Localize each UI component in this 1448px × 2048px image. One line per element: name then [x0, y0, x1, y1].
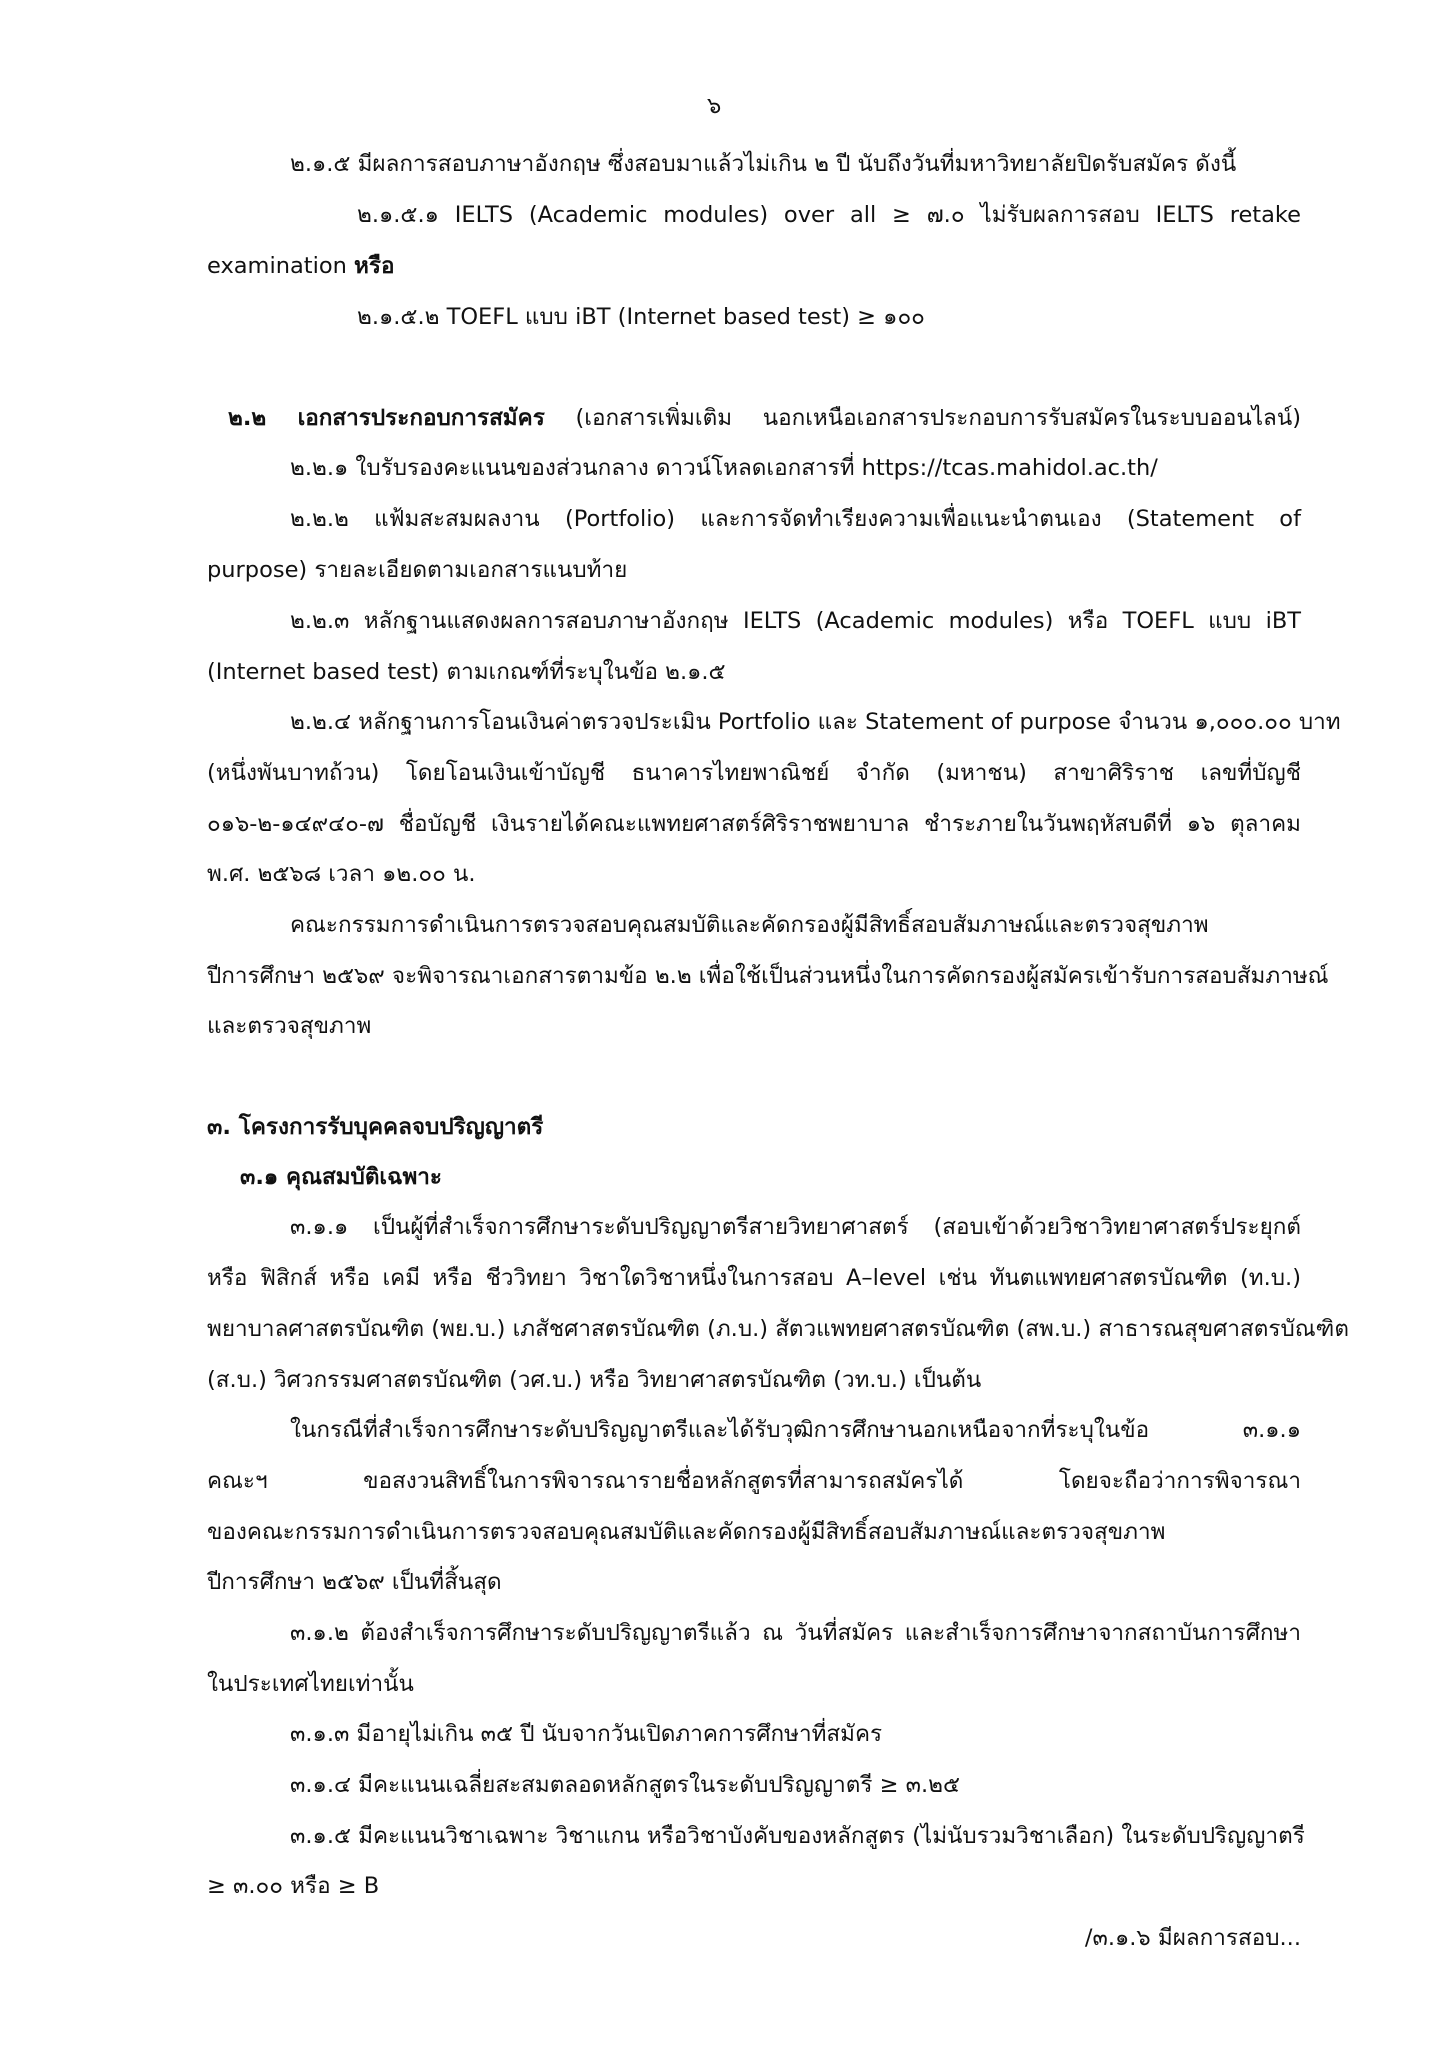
- item-2-1-5-1-cont: [207, 250, 394, 282]
- item-3-1-1-cont-2: พยาบาลศาสตรบัณฑิต (พย.บ.) เภสัชศาสตรบัณฑิต (ภ.บ.) สัตวแพทยศาสตรบัณฑิต (สพ.บ.) สาธารณสุขศาสตรบัณฑิต: [207, 1316, 1349, 1342]
- paragraph-other-degree-4: ปีการศึกษา ๒๕๖๙ เป็นที่สิ้นสุด: [207, 1569, 502, 1595]
- item-2-2-1: ๒.๒.๑ ใบรับรองคะแนนของส่วนกลาง ดาวน์โหลดเอกสารที่ https://tcas.mahidol.ac.th/: [290, 455, 1158, 481]
- item-2-2-4-cont-2: ๐๑๖-๒-๑๔๙๔๐-๗ ชื่อบัญชี เงินรายได้คณะแพทยศาสตร์ศิริราชพยาบาล ชำระภายในวันพฤหัสบดีที่ ๑๖ ตุลาคม: [207, 811, 1301, 837]
- item-3-1-1-cont-1: หรือ ฟิสิกส์ หรือ เคมี หรือ ชีววิทยา วิชาใดวิชาหนึ่งในการสอบ A–level เช่น ทันตแพทยศาสตรบัณฑิต (ท.บ.): [207, 1265, 1301, 1291]
- item-2-2-3: ๒.๒.๓ หลักฐานแสดงผลการสอบภาษาอังกฤษ IELTS (Academic modules) หรือ TOEFL แบบ iBT: [290, 608, 1301, 634]
- paragraph-other-degree-1: ในกรณีที่สำเร็จการศึกษาระดับปริญญาตรีและได้รับวุฒิการศึกษานอกเหนือจากที่ระบุในข้อ ๓.๑.๑: [290, 1417, 1301, 1443]
- item-3-1-3: ๓.๑.๓ มีอายุไม่เกิน ๓๕ ปี นับจากวันเปิดภาคการศึกษาที่สมัคร: [290, 1721, 883, 1747]
- section-2-2-heading: [228, 402, 1301, 434]
- text-or-bold: หรือ: [354, 253, 395, 279]
- item-2-2-4-cont-3: พ.ศ. ๒๕๖๘ เวลา ๑๒.๐๐ น.: [207, 861, 476, 887]
- section-3-1-heading: ๓.๑ คุณสมบัติเฉพาะ: [240, 1164, 442, 1190]
- paragraph-committee-3: และตรวจสุขภาพ: [207, 1013, 372, 1039]
- item-3-1-4: ๓.๑.๔ มีคะแนนเฉลี่ยสะสมตลอดหลักสูตรในระดับปริญญาตรี ≥ ๓.๒๕: [290, 1772, 960, 1798]
- section-3-heading: ๓. โครงการรับบุคคลจบปริญญาตรี: [207, 1114, 544, 1140]
- section-2-2-note: (เอกสารเพิ่มเติม นอกเหนือเอกสารประกอบการรับสมัครในระบบออนไลน์): [575, 405, 1301, 431]
- item-2-2-4: ๒.๒.๔ หลักฐานการโอนเงินค่าตรวจประเมิน Portfolio และ Statement of purpose จำนวน ๑,๐๐๐.๐๐ บาท: [290, 709, 1341, 735]
- item-2-2-3-cont: (Internet based test) ตามเกณฑ์ที่ระบุในข้อ ๒.๑.๕: [207, 659, 726, 685]
- item-3-1-5-cont: ≥ ๓.๐๐ หรือ ≥ B: [207, 1873, 380, 1899]
- paragraph-committee-1: คณะกรรมการดำเนินการตรวจสอบคุณสมบัติและคัดกรองผู้มีสิทธิ์สอบสัมภาษณ์และตรวจสุขภาพ: [290, 912, 1209, 938]
- item-3-1-5: ๓.๑.๕ มีคะแนนวิชาเฉพาะ วิชาแกน หรือวิชาบังคับของหลักสูตร (ไม่นับรวมวิชาเลือก) ในระดับปริญญาตรี: [290, 1823, 1305, 1849]
- item-2-2-2: ๒.๒.๒ แฟ้มสะสมผลงาน (Portfolio) และการจัดทำเรียงความเพื่อแนะนำตนเอง (Statement of: [290, 506, 1301, 532]
- paragraph-other-degree-2: คณะฯ ขอสงวนสิทธิ์ในการพิจารณารายชื่อหลักสูตรที่สามารถสมัครได้ โดยจะถือว่าการพิจารณา: [207, 1468, 1301, 1494]
- continuation-note: /๓.๑.๖ มีผลการสอบ...: [1084, 1925, 1301, 1951]
- section-2-2-title: ๒.๒ เอกสารประกอบการสมัคร: [228, 405, 545, 431]
- item-2-2-4-cont-1: (หนึ่งพันบาทถ้วน) โดยโอนเงินเข้าบัญชี ธนาคารไทยพาณิชย์ จำกัด (มหาชน) สาขาศิริราช เลขที่บัญชี: [207, 760, 1301, 786]
- item-3-1-1: ๓.๑.๑ เป็นผู้ที่สำเร็จการศึกษาระดับปริญญาตรีสายวิทยาศาสตร์ (สอบเข้าด้วยวิชาวิทยาศาสตร์ประยุกต์: [290, 1214, 1301, 1240]
- item-2-1-5: ๒.๑.๕ มีผลการสอบภาษาอังกฤษ ซึ่งสอบมาแล้วไม่เกิน ๒ ปี นับถึงวันที่มหาวิทยาลัยปิดรับสมัคร ดังนี้: [290, 151, 1237, 177]
- paragraph-other-degree-3: ของคณะกรรมการดำเนินการตรวจสอบคุณสมบัติและคัดกรองผู้มีสิทธิ์สอบสัมภาษณ์และตรวจสุขภาพ: [207, 1519, 1166, 1545]
- item-3-1-2: ๓.๑.๒ ต้องสำเร็จการศึกษาระดับปริญญาตรีแล้ว ณ วันที่สมัคร และสำเร็จการศึกษาจากสถาบันการศึกษา: [290, 1620, 1301, 1646]
- paragraph-committee-2: ปีการศึกษา ๒๕๖๙ จะพิจารณาเอกสารตามข้อ ๒.๒ เพื่อใช้เป็นส่วนหนึ่งในการคัดกรองผู้สมัครเข้ารับการสอบสัมภาษณ์: [207, 963, 1329, 989]
- item-2-2-2-cont: purpose) รายละเอียดตามเอกสารแนบท้าย: [207, 557, 628, 583]
- item-3-1-1-cont-3: (ส.บ.) วิศวกรรมศาสตรบัณฑิต (วศ.บ.) หรือ วิทยาศาสตรบัณฑิต (วท.บ.) เป็นต้น: [207, 1367, 982, 1393]
- text-examination: examination: [207, 253, 347, 279]
- page-number: ๖: [707, 93, 722, 119]
- item-3-1-2-cont: ในประเทศไทยเท่านั้น: [207, 1671, 414, 1697]
- item-2-1-5-2: ๒.๑.๕.๒ TOEFL แบบ iBT (Internet based test) ≥ ๑๐๐: [357, 304, 925, 330]
- item-2-1-5-1: ๒.๑.๕.๑ IELTS (Academic modules) over all ≥ ๗.๐ ไม่รับผลการสอบ IELTS retake: [357, 202, 1301, 228]
